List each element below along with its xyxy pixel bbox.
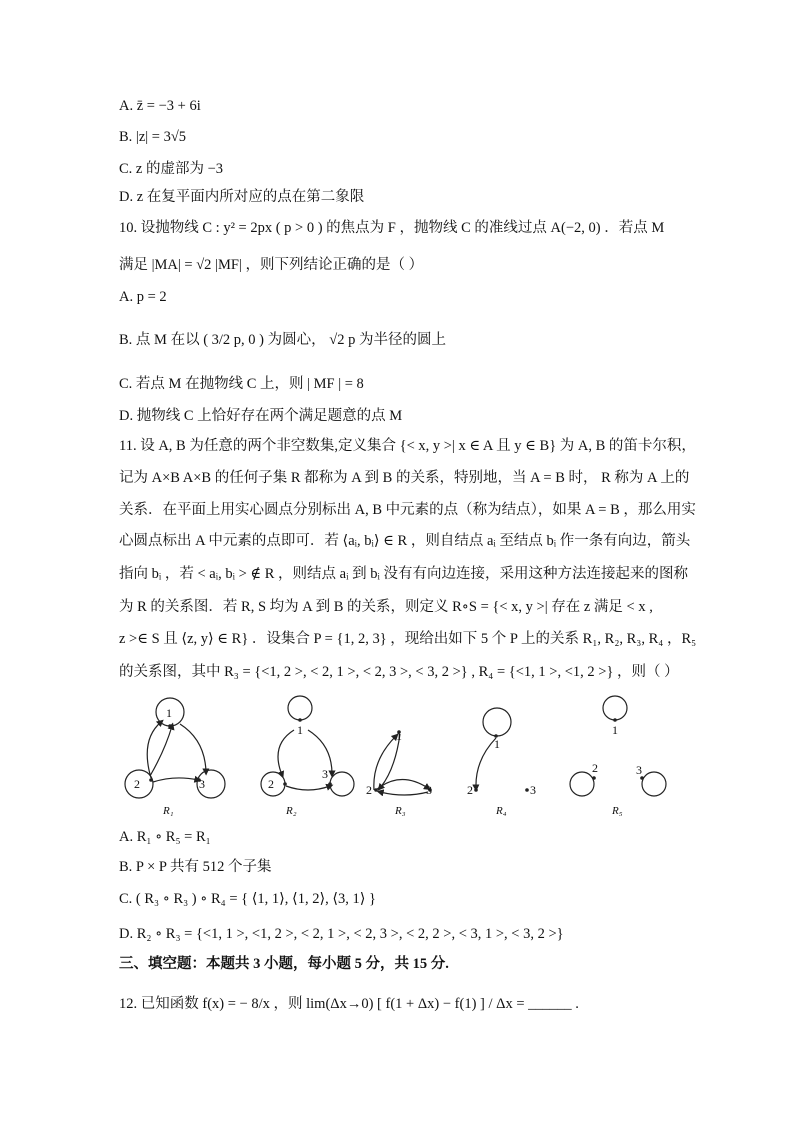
r3-node-3: 3 [426,783,432,797]
q11-option-b: B. P × P 共有 512 个子集 [119,859,272,875]
r3-node-2: 2 [366,783,372,797]
q9-option-d: D. z 在复平面内所对应的点在第二象限 [119,189,365,205]
q10-option-b: B. 点 M 在以 ( 3/2 p, 0 ) 为圆心， √2 p 为半径的圆上 [119,332,446,348]
q11-line-6: 为 R 的关系图．若 R, S 均为 A 到 B 的关系，则定义 R∘S = {< x, y >| 存在 z 满足 < x , [119,599,653,615]
r1-label: R₁ [163,805,174,817]
diagram-r3 [374,734,428,795]
q9-option-b: B. |z| = 3√5 [119,129,187,145]
q9-option-a: A. z̄ = −3 + 6i [119,98,201,114]
r3-node-1: 1 [396,729,402,743]
q11-line-1: 11. 设 A, B 为任意的两个非空数集,定义集合 {< x, y >| x ∈ A 且 y ∈ B} 为 A, B 的笛卡尔积， [119,438,696,454]
r5-label: R₅ [612,805,623,817]
q10-option-c: C. 若点 M 在抛物线 C 上，则 | MF | = 8 [119,376,364,392]
q9-option-c: C. z 的虚部为 −3 [119,161,224,177]
q11-line-4: 心圆点标出 A 中元素的点即可．若 ⟨aᵢ, bᵢ⟩ ∈ R ，则自结点 aᵢ 至结点 bᵢ 作一条有向边，箭头 [119,533,691,549]
r5-node-2: 2 [592,761,598,775]
q11-option-a: A. R₁ ∘ R₅ = R₁ [119,829,211,845]
r2-label: R₂ [286,805,297,817]
r2-node-3: 3 [322,767,328,781]
r4-node-2: 2 [467,783,473,797]
r1-node-2: 2 [134,777,140,791]
q10-stem-line2: 满足 |MA| = √2 |MF| ，则下列结论正确的是（ ） [119,257,424,273]
q10-option-d: D. 抛物线 C 上恰好存在两个满足题意的点 M [119,408,403,424]
r1-node-3: 3 [199,777,205,791]
r3-label: R₃ [395,805,406,817]
q11-line-7: z >∈ S 且 ⟨z, y⟩ ∈ R} ．设集合 P = {1, 2, 3} ，现给出如下 5 个 P 上的关系 R₁, R₂, R₃, R₄ ，R₅ [119,631,697,647]
r4-node-3: 3 [530,783,536,797]
q11-option-c: C. ( R₃ ∘ R₃ ) ∘ R₄ = { ⟨1, 1⟩, ⟨1, 2⟩, ⟨3, 1⟩ } [119,891,377,907]
section-3-title: 三、填空题：本题共 3 小题，每小题 5 分，共 15 分. [119,956,449,972]
r5-node-3: 3 [636,763,642,777]
r1-node-1: 1 [166,706,172,720]
q11-line-2: 记为 A×B A×B 的任何子集 R 都称为 A 到 B 的关系，特别地，当 A = B 时， R 称为 A 上的 [119,470,690,486]
q10-stem-line1: 10. 设抛物线 C : y² = 2px ( p > 0 ) 的焦点为 F ，抛物线 C 的准线过点 A(−2, 0) ．若点 M [119,220,665,236]
r2-node-1: 1 [297,723,303,737]
q11-line-5: 指向 bᵢ ，若 < aᵢ, bᵢ > ∉ R ，则结点 aᵢ 到 bᵢ 没有有向边连接，采用这种方法连接起来的图称 [119,566,688,582]
q12-stem: 12. 已知函数 f(x) = − 8/x ，则 lim(Δx→0) [ f(1 + Δx) − f(1) ] / Δx = ______ . [119,996,579,1012]
q11-line-3: 关系．在平面上用实心圆点分别标出 A, B 中元素的点（称为结点），如果 A = B ，那么用实 [119,502,696,518]
r4-node-1: 1 [494,737,500,751]
relation-diagrams [110,690,690,818]
r5-node-1: 1 [612,723,618,737]
diagram-r2 [261,696,354,796]
q10-option-a: A. p = 2 [119,289,167,305]
diagram-r5 [570,696,666,796]
relation-diagrams-svg [110,690,690,818]
r4-label: R₄ [496,805,507,817]
diagram-r1 [125,698,225,798]
q11-line-8: 的关系图，其中 R₃ = {<1, 2 >, < 2, 1 >, < 2, 3 >, < 3, 2 >} , R₄ = {<1, 1 >, <1, 2 >} ，则（ ） [119,664,679,680]
r2-node-2: 2 [268,777,274,791]
q11-option-d: D. R₂ ∘ R₃ = {<1, 1 >, <1, 2 >, < 2, 1 >, < 2, 3 >, < 2, 2 >, < 3, 1 >, < 3, 2 >} [119,926,564,942]
